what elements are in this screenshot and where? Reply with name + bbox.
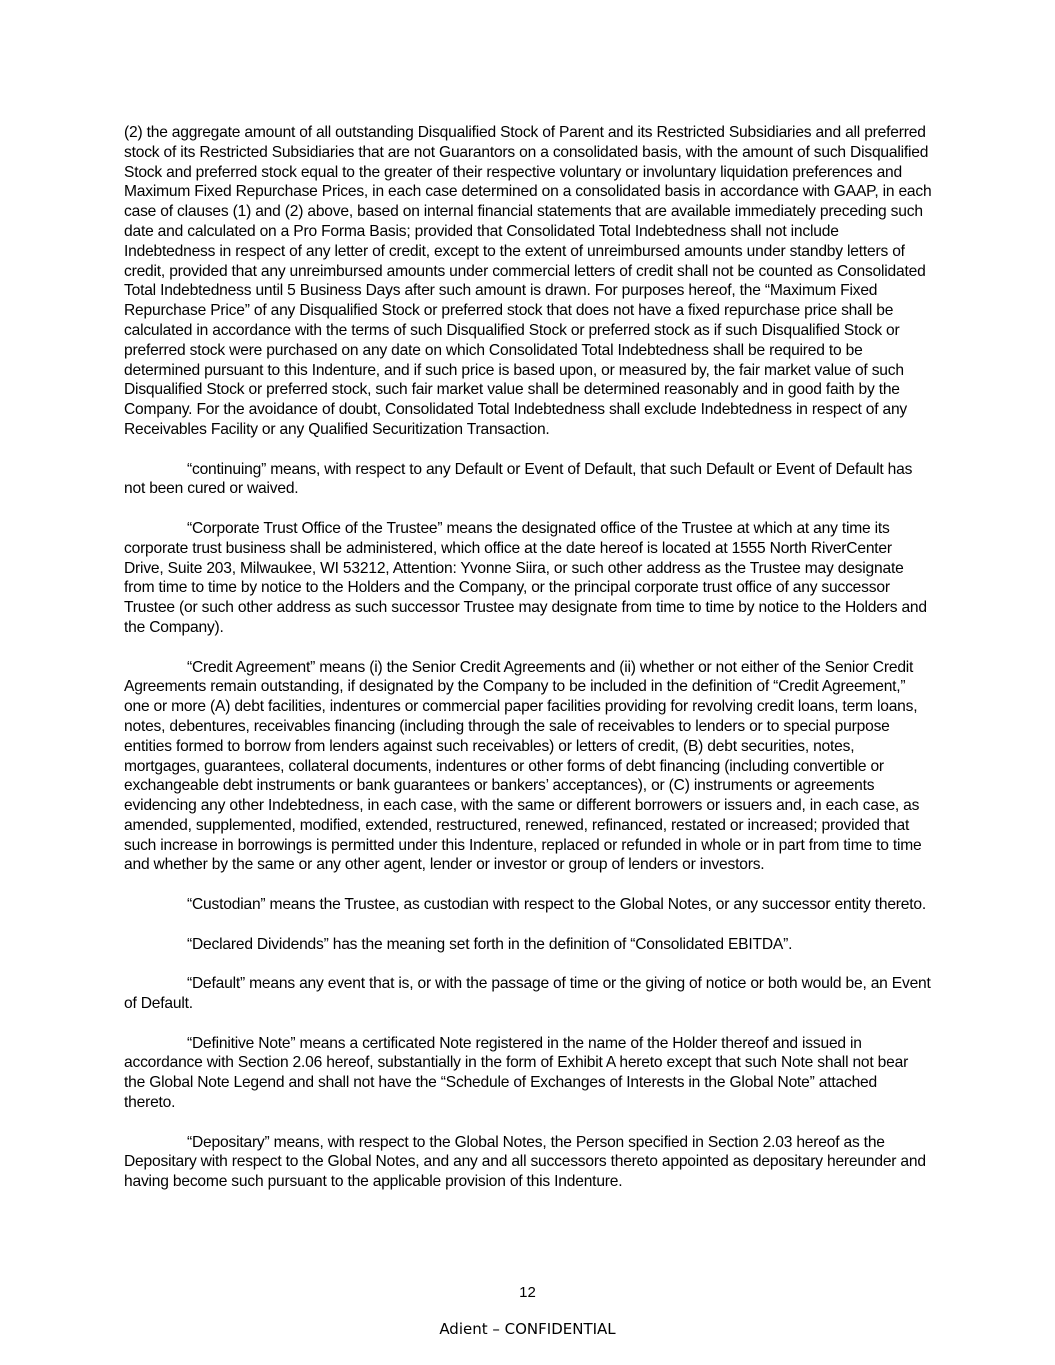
definition-corporate-trust-office: “Corporate Trust Office of the Trustee” means the designated office of the Trustee at which at any time its corporate trust business shall be administered, which office at the date hereof is located at 1555 North RiverCenter Drive, Suite 203, Milwaukee, WI 53212, Attention: Yvonne Siira, or such other address as the Trustee may designate from time to time by notice to the Holders and the Company, or the principal corporate trust office of any successor Trustee (or such other address as such successor Trustee may designate from time to time by notice to the Holders and the Company). [124,519,927,636]
definition-custodian: “Custodian” means the Trustee, as custodian with respect to the Global Notes, or any successor entity thereto. [187,896,927,914]
definition-default: “Default” means any event that is, or with the passage of time or the giving of notice or both would be, an Event of Default. [124,975,931,1013]
definition-definitive-note: “Definitive Note” means a certificated Note registered in the name of the Holder thereof and issued in accordance with Section 2.06 hereof, substantially in the form of Exhibit A hereto except that such Note shall not bear the Global Note Legend and shall not have the “Schedule of Exchanges of Interests in the Global Note” attached thereto. [124,1034,909,1112]
page-number: 12 [519,1284,536,1301]
definition-declared-dividends: “Declared Dividends” has the meaning set forth in the definition of “Consolidated EBITDA”. [187,935,793,953]
paragraph-consolidated-total-indebtedness-continued: (2) the aggregate amount of all outstanding Disqualified Stock of Parent and its Restricted Subsidiaries and all preferred stock of its Restricted Subsidiaries that are not Guarantors on a consolidated basis, with the amount of such Disqualified Stock and preferred stock equal to the greater of their respective voluntary or involuntary liquidation preferences and Maximum Fixed Repurchase Prices, in each case determined on a consolidated basis in accordance with GAAP, in each case of clauses (1) and (2) above, based on internal financial statements that are available immediately preceding such date and calculated on a Pro Forma Basis; provided that Consolidated Total Indebtedness shall not include Indebtedness in respect of any letter of credit, except to the extent of unreimbursed amounts under standby letters of credit, provided that any unreimbursed amounts under commercial letters of credit shall not be counted as Consolidated Total Indebtedness until 5 Business Days after such amount is drawn. For purposes hereof, the “Maximum Fixed Repurchase Price” of any Disqualified Stock or preferred stock that does not have a fixed repurchase price shall be calculated in accordance with the terms of such Disqualified Stock or preferred stock as if such Disqualified Stock or preferred stock were purchased on any date on which Consolidated Total Indebtedness shall be required to be determined pursuant to this Indenture, and if such price is based upon, or measured by, the fair market value of such Disqualified Stock or preferred stock, such fair market value shall be determined reasonably and in good faith by the Company. For the avoidance of doubt, Consolidated Total Indebtedness shall exclude Indebtedness in respect of any Receivables Facility or any Qualified Securitization Transaction. [124,124,932,438]
document-body [124,123,932,1212]
confidential-footer: Adient – CONFIDENTIAL [439,1320,616,1338]
definition-credit-agreement: “Credit Agreement” means (i) the Senior Credit Agreements and (ii) whether or not either of the Senior Credit Agreements remain outstanding, if designated by the Company to be included in the definition of “Credit Agreement,” one or more (A) debt facilities, indentures or commercial paper facilities providing for revolving credit loans, term loans, notes, debentures, receivables financing (including through the sale of receivables to lenders or to special purpose entities formed to borrow from lenders against such receivables) or letters of credit, (B) debt securities, notes, mortgages, guarantees, collateral documents, indentures or other forms of debt financing (including convertible or exchangeable debt instruments or bank guarantees or bankers’ acceptances), or (C) instruments or agreements evidencing any other Indebtedness, in each case, with the same or different borrowers or issuers and, in each case, as amended, supplemented, modified, extended, restructured, renewed, refinanced, restated or increased; provided that such increase in borrowings is permitted under this Indenture, replaced or refunded in whole or in part from time to time and whether by the same or any other agent, lender or investor or group of lenders or investors. [124,658,922,874]
definition-depositary: “Depositary” means, with respect to the Global Notes, the Person specified in Section 2.03 hereof as the Depositary with respect to the Global Notes, and any and all successors thereto appointed as depositary hereunder and having become such pursuant to the applicable provision of this Indenture. [124,1133,926,1191]
definition-continuing: “continuing” means, with respect to any Default or Event of Default, that such Default or Event of Default has not been cured or waived. [124,460,913,498]
